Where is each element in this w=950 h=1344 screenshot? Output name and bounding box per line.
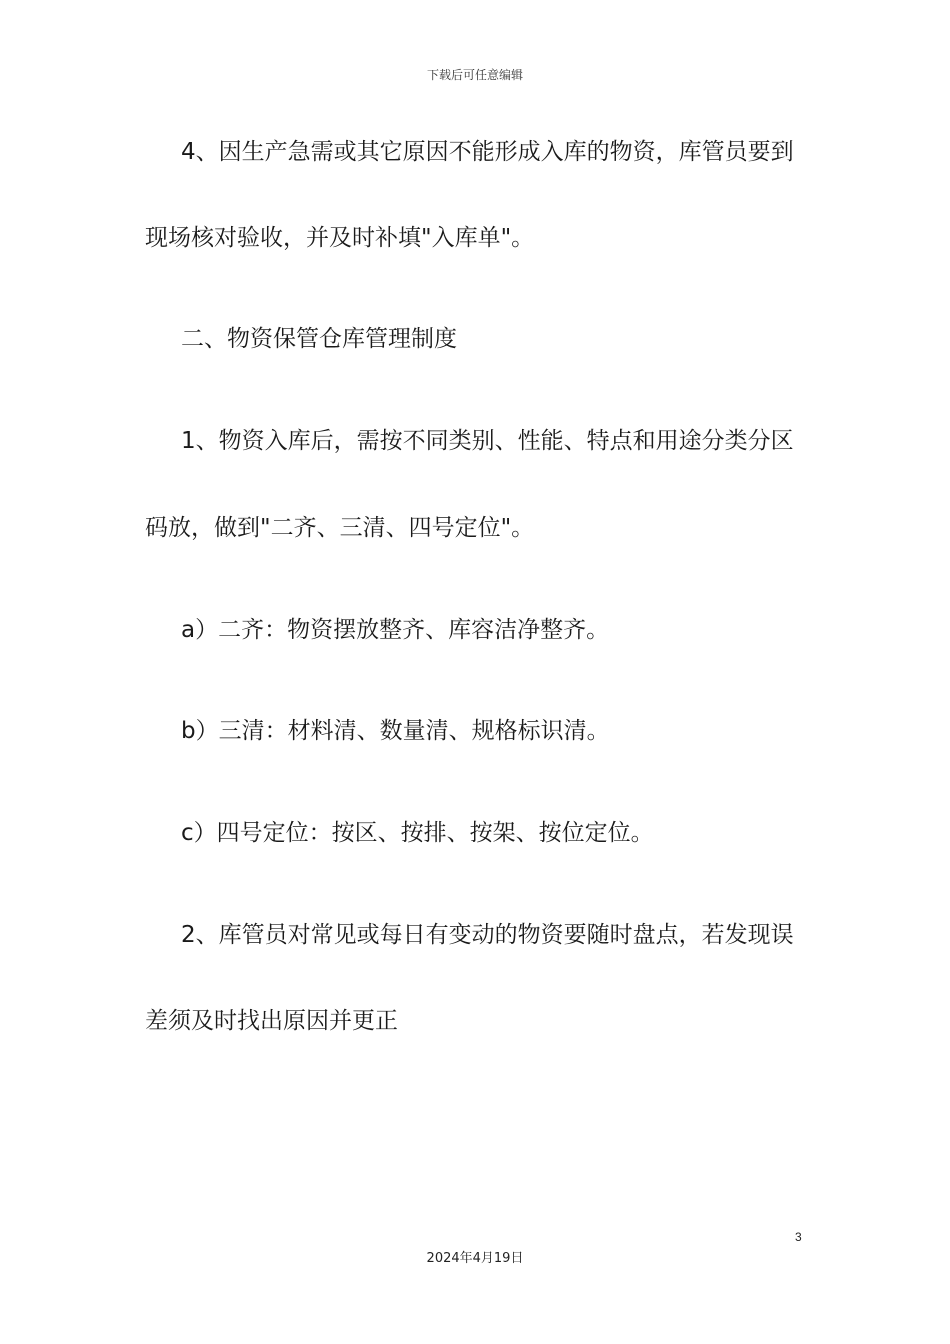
list-item-a: a）二齐：物资摆放整齐、库容洁净整齐。 (181, 617, 610, 643)
list-item-b: b）三清：材料清、数量清、规格标识清。 (181, 718, 610, 744)
paragraph-line-9: 2、库管员对常见或每日有变动的物资要随时盘点，若发现误 (181, 922, 794, 948)
page-header: 下载后可任意编辑 (426, 68, 523, 82)
paragraph-line-1: 4、因生产急需或其它原因不能形成入库的物资，库管员要到 (181, 139, 794, 165)
paragraph-line-2: 现场核对验收，并及时补填"入库单"。 (145, 225, 535, 251)
footer-date: 2024年4月19日 (426, 1251, 524, 1266)
list-item-c: c）四号定位：按区、按排、按架、按位定位。 (181, 820, 654, 846)
paragraph-line-5: 码放，做到"二齐、三清、四号定位"。 (145, 515, 535, 541)
paragraph-line-4: 1、物资入库后，需按不同类别、性能、特点和用途分类分区 (181, 428, 794, 454)
page-number: 3 (795, 1230, 802, 1244)
paragraph-line-10: 差须及时找出原因并更正 (145, 1008, 398, 1034)
section-heading: 二、物资保管仓库管理制度 (181, 326, 457, 352)
